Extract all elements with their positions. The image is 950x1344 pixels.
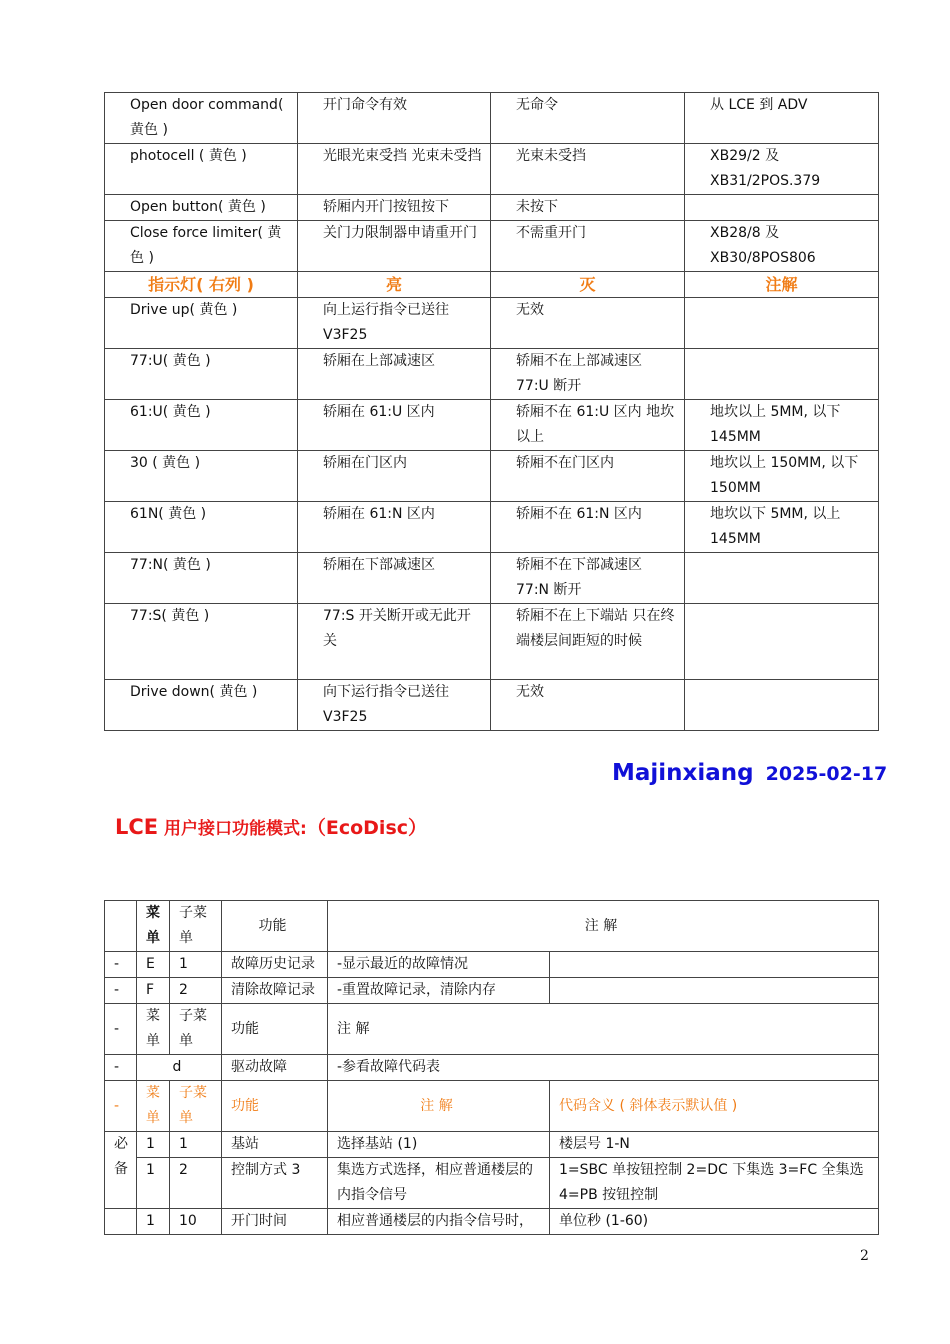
signal-on: 轿厢在 61:U 区内 [298, 400, 491, 451]
header-indicator: 指示灯( 右列 ) [105, 272, 298, 298]
dash-cell: - [105, 1081, 137, 1132]
signal-name: 77:U( 黄色 ) [105, 349, 298, 400]
table-row [105, 400, 879, 451]
submenu-cell: 10 [170, 1209, 222, 1235]
signal-name: Drive up( 黄色 ) [105, 298, 298, 349]
note-cell: -重置故障记录，清除内存 [328, 978, 550, 1004]
header-note: 注 解 [328, 1081, 550, 1132]
signal-on: 向下运行指令已送往 V3F25 [298, 680, 491, 731]
signal-name: 77:S( 黄色 ) [105, 604, 298, 680]
signal-note [685, 349, 879, 400]
signal-note: 从 LCE 到 ADV [685, 93, 879, 144]
signal-on: 轿厢在上部减速区 [298, 349, 491, 400]
signal-off: 轿厢不在门区内 [491, 451, 685, 502]
menu-cell: E [137, 952, 170, 978]
section-title-prefix: LCE [115, 815, 159, 839]
code-cell: 楼层号 1-N [550, 1132, 879, 1158]
table-row [105, 451, 879, 502]
menu-cell: 1 [137, 1132, 170, 1158]
table-header-row [105, 272, 879, 298]
header-menu: 菜单 [137, 901, 170, 952]
extra-cell [550, 978, 879, 1004]
function-cell: 控制方式 3 [222, 1158, 328, 1209]
function-cell: 开门时间 [222, 1209, 328, 1235]
signal-name: 61:U( 黄色 ) [105, 400, 298, 451]
header-note: 注 解 [328, 1004, 879, 1055]
table-row [105, 952, 879, 978]
header-menu: 菜单 [137, 1004, 170, 1055]
signal-off: 轿厢不在下部减速区 77:N 断开 [491, 553, 685, 604]
signature-date: 2025-02-17 [765, 763, 888, 785]
header-function: 功能 [222, 1081, 328, 1132]
submenu-cell: 2 [170, 1158, 222, 1209]
dash-cell: - [105, 978, 137, 1004]
signal-on: 77:S 开关断开或无此开关 [298, 604, 491, 680]
signal-indicator-table [104, 92, 879, 731]
menu-cell: 1 [137, 1209, 170, 1235]
table-row [105, 1055, 879, 1081]
note-cell: -参看故障代码表 [328, 1055, 879, 1081]
function-cell: 故障历史记录 [222, 952, 328, 978]
function-cell: 基站 [222, 1132, 328, 1158]
table-row [105, 349, 879, 400]
table-row [105, 298, 879, 349]
signal-off: 不需重开门 [491, 221, 685, 272]
table-row [105, 502, 879, 553]
extra-cell [550, 952, 879, 978]
table-row [105, 604, 879, 680]
signal-off: 光束未受挡 [491, 144, 685, 195]
table-header-row [105, 1081, 879, 1132]
header-menu: 菜单 [137, 1081, 170, 1132]
function-cell: 清除故障记录 [222, 978, 328, 1004]
signal-name: Drive down( 黄色 ) [105, 680, 298, 731]
blank-cell [105, 901, 137, 952]
signal-off: 轿厢不在 61:N 区内 [491, 502, 685, 553]
table-header-row [105, 901, 879, 952]
section-title-suffix: （EcoDisc） [306, 817, 428, 839]
header-on: 亮 [298, 272, 491, 298]
function-cell: 驱动故障 [222, 1055, 328, 1081]
menu-code-cell: d [137, 1055, 222, 1081]
signal-name: 61N( 黄色 ) [105, 502, 298, 553]
signal-off: 无命令 [491, 93, 685, 144]
signal-note [685, 195, 879, 221]
signal-note: XB29/2 及 XB31/2POS.379 [685, 144, 879, 195]
dash-cell: - [105, 952, 137, 978]
signal-off: 轿厢不在 61:U 区内 地坎以上 [491, 400, 685, 451]
code-cell: 单位秒 (1-60) [550, 1209, 879, 1235]
header-submenu: 子菜单 [170, 1004, 222, 1055]
signal-name: Open button( 黄色 ) [105, 195, 298, 221]
signal-on: 轿厢在门区内 [298, 451, 491, 502]
table-row [105, 1158, 879, 1209]
page-number: 2 [860, 1248, 869, 1264]
table-row [105, 553, 879, 604]
signal-off: 轿厢不在上部减速区 77:U 断开 [491, 349, 685, 400]
signal-on: 光眼光束受挡 光束未受挡 [298, 144, 491, 195]
signal-off: 无效 [491, 680, 685, 731]
signal-note [685, 553, 879, 604]
signal-note [685, 604, 879, 680]
signal-name: 30 ( 黄色 ) [105, 451, 298, 502]
table-row [105, 221, 879, 272]
submenu-cell: 1 [170, 952, 222, 978]
signal-note [685, 298, 879, 349]
note-cell: 集选方式选择，相应普通楼层的内指令信号 [328, 1158, 550, 1209]
signal-off: 无效 [491, 298, 685, 349]
signal-on: 向上运行指令已送往 V3F25 [298, 298, 491, 349]
signal-off: 未按下 [491, 195, 685, 221]
section-title [115, 813, 427, 840]
header-code-meaning: 代码含义 ( 斜体表示默认值 ) [550, 1081, 879, 1132]
header-note: 注解 [685, 272, 879, 298]
blank-cell [105, 1209, 137, 1235]
dash-cell: - [105, 1055, 137, 1081]
signal-name: photocell ( 黄色 ) [105, 144, 298, 195]
header-note: 注 解 [328, 901, 879, 952]
header-function: 功能 [222, 901, 328, 952]
section-title-middle: 用户接口功能模式: [158, 819, 307, 839]
signature-line [612, 760, 887, 786]
menu-cell: 1 [137, 1158, 170, 1209]
table-row [105, 1209, 879, 1235]
signal-on: 轿厢在 61:N 区内 [298, 502, 491, 553]
table-row [105, 680, 879, 731]
signal-name: Open door command( 黄色 ) [105, 93, 298, 144]
header-off: 灭 [491, 272, 685, 298]
signal-on: 轿厢在下部减速区 [298, 553, 491, 604]
author-name: Majinxiang [612, 760, 754, 786]
table-row [105, 1132, 879, 1158]
signal-note: 地坎以上 150MM, 以下 150MM [685, 451, 879, 502]
code-cell: 1=SBC 单按钮控制 2=DC 下集选 3=FC 全集选 4=PB 按钮控制 [550, 1158, 879, 1209]
menu-function-table [104, 900, 879, 1235]
table-row [105, 93, 879, 144]
dash-cell: - [105, 1004, 137, 1055]
signal-note: XB28/8 及 XB30/8POS806 [685, 221, 879, 272]
header-submenu: 子菜单 [170, 901, 222, 952]
header-function: 功能 [222, 1004, 328, 1055]
signal-note: 地坎以下 5MM, 以上 145MM [685, 502, 879, 553]
signal-note [685, 680, 879, 731]
note-cell: 选择基站 (1) [328, 1132, 550, 1158]
header-submenu: 子菜单 [170, 1081, 222, 1132]
table-row [105, 144, 879, 195]
submenu-cell: 1 [170, 1132, 222, 1158]
table-header-row [105, 1004, 879, 1055]
note-cell: 相应普通楼层的内指令信号时， [328, 1209, 550, 1235]
table-row [105, 978, 879, 1004]
signal-on: 轿厢内开门按钮按下 [298, 195, 491, 221]
table-row [105, 195, 879, 221]
menu-cell: F [137, 978, 170, 1004]
note-cell: -显示最近的故障情况 [328, 952, 550, 978]
signal-note: 地坎以上 5MM, 以下 145MM [685, 400, 879, 451]
required-label: 必备 [105, 1132, 137, 1209]
signal-name: Close force limiter( 黄色 ) [105, 221, 298, 272]
submenu-cell: 2 [170, 978, 222, 1004]
signal-on: 开门命令有效 [298, 93, 491, 144]
signal-off: 轿厢不在上下端站 只在终端楼层间距短的时候 [491, 604, 685, 680]
signal-on: 关门力限制器申请重开门 [298, 221, 491, 272]
signal-name: 77:N( 黄色 ) [105, 553, 298, 604]
